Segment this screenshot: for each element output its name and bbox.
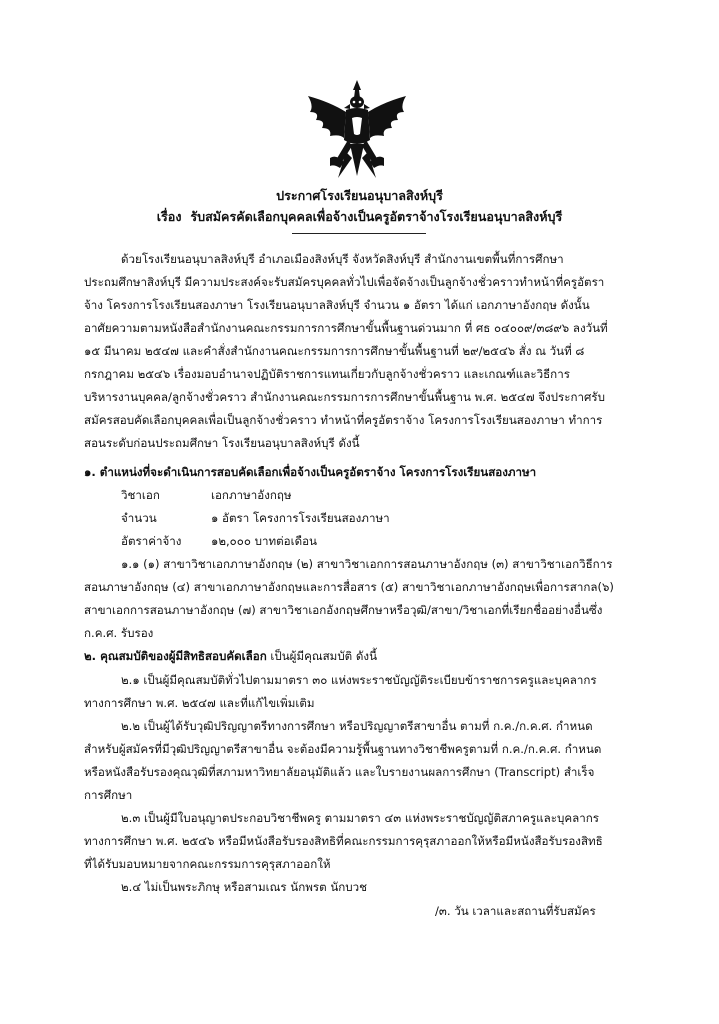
intro-line: ประถมศึกษาสิงห์บุรี มีความประสงค์จะรับสมัครบุคคลทั่วไปเพื่อจัดจ้างเป็นลูกจ้างชั่วคราวทำหน้าที่ครูอัตรา bbox=[84, 275, 605, 289]
garuda-emblem-icon bbox=[302, 78, 412, 186]
qualification-line: สำหรับผู้สมัครที่มีวุฒิปริญญาตรีสาขาอื่น จะต้องมีความรู้พื้นฐานทางวิชาชีพครูตามที่ ก.ค./ก.ค.ศ. กำหนด bbox=[84, 742, 602, 756]
qualification-line: หรือหนังสือรับรองคุณวุฒิที่สภามหาวิทยาลัยอนุมัติแล้ว และใบรายงานผลการศึกษา (Transcript) สำเร็จ bbox=[84, 765, 595, 779]
intro-line: กรกฎาคม ๒๕๔๖ เรื่องมอบอำนาจปฏิบัติราชการแทนเกี่ยวกับลูกจ้างชั่วคราว และเกณฑ์และวิธีการ bbox=[84, 367, 570, 381]
section2-heading-tail: เป็นผู้มีคุณสมบัติ ดังนี้ bbox=[266, 649, 378, 663]
majors-line: สาขาเอกการสอนภาษาอังกฤษ (๗) สาขาวิชาเอกอังกฤษศึกษาหรือวุฒิ/สาขา/วิชาเอกที่เรียกชื่ออย่างอื่นซึ่ง bbox=[84, 603, 603, 617]
qualification-line: การศึกษา bbox=[84, 788, 133, 802]
intro-line: ด้วยโรงเรียนอนุบาลสิงห์บุรี อำเภอเมืองสิงห์บุรี จังหวัดสิงห์บุรี สำนักงานเขตพื้นที่การศึกษา bbox=[121, 252, 564, 266]
position-label: จำนวน bbox=[121, 511, 157, 525]
intro-line: สอนระดับก่อนประถมศึกษา โรงเรียนอนุบาลสิงห์บุรี ดังนี้ bbox=[84, 436, 360, 450]
intro-line: บริหารงานบุคคล/ลูกจ้างชั่วคราว สำนักงานคณะกรรมการการศึกษาขั้นพื้นฐาน พ.ศ. ๒๕๔๗ จึงประกาศรับ bbox=[84, 390, 605, 404]
qualification-line: ๒.๔ ไม่เป็นพระภิกษุ หรือสามเณร นักพรต นักบวช bbox=[121, 880, 367, 894]
position-value: ๑ อัตรา โครงการโรงเรียนสองภาษา bbox=[211, 511, 390, 525]
position-label: อัตราค่าจ้าง bbox=[121, 534, 182, 548]
subject-label: เรื่อง bbox=[156, 209, 182, 224]
intro-line: อาศัยความตามหนังสือสำนักงานคณะกรรมการการศึกษาขั้นพื้นฐานด่วนมาก ที่ ศธ ๐๔๐๐๙/๓๘๙๖ ลงวันที่ bbox=[84, 321, 608, 335]
position-value: ๑๒,๐๐๐ บาทต่อเดือน bbox=[211, 534, 317, 548]
section1-heading: ๑. ตำแหน่งที่จะดำเนินการสอบคัดเลือกเพื่อจ้างเป็นครูอัตราจ้าง โครงการโรงเรียนสองภาษา bbox=[84, 465, 537, 479]
section2-heading bbox=[84, 649, 377, 663]
qualification-line: ทางการศึกษา พ.ศ. ๒๕๔๗ และที่แก้ไขเพิ่มเติม bbox=[84, 696, 315, 710]
position-value: เอกภาษาอังกฤษ bbox=[211, 488, 292, 502]
majors-line: สอนภาษาอังกฤษ (๔) สาขาเอกภาษาอังกฤษและการสื่อสาร (๕) สาขาวิชาเอกภาษาอังกฤษเพื่อการสากล(๖) bbox=[84, 580, 614, 594]
qualification-line: ๒.๑ เป็นผู้มีคุณสมบัติทั่วไปตามมาตรา ๓๐ แห่งพระราชบัญญัติระเบียบข้าราชการครูและบุคลากร bbox=[121, 673, 597, 687]
document-title: ประกาศโรงเรียนอนุบาลสิงห์บุรี bbox=[276, 188, 443, 203]
qualification-line: ๒.๓ เป็นผู้มีใบอนุญาตประกอบวิชาชีพครู ตามมาตรา ๔๓ แห่งพระราชบัญญัติสภาครูและบุคลากร bbox=[121, 811, 599, 825]
qualification-line: ๒.๒ เป็นผู้ได้รับวุฒิปริญญาตรีทางการศึกษา หรือปริญญาตรีสาขาอื่น ตามที่ ก.ค./ก.ค.ศ. กำหนด bbox=[121, 719, 593, 733]
intro-line: สมัครสอบคัดเลือกบุคคลเพื่อเป็นลูกจ้างชั่วคราว ทำหน้าที่ครูอัตราจ้าง โครงการโรงเรียนสองภาษา ทำการ bbox=[84, 413, 603, 427]
continuation-note: /๓. วัน เวลาและสถานที่รับสมัคร bbox=[435, 904, 596, 918]
qualification-line: ทางการศึกษา พ.ศ. ๒๕๔๖ หรือมีหนังสือรับรองสิทธิที่คณะกรรมการคุรุสภาออกให้หรือมีหนังสือรับรองสิทธิ bbox=[84, 834, 603, 848]
intro-line: ๑๕ มีนาคม ๒๕๔๗ และคำสั่งสำนักงานคณะกรรมการการศึกษาขั้นพื้นฐานที่ ๒๙/๒๕๔๖ สั่ง ณ วันที่ ๘ bbox=[84, 344, 585, 358]
position-label: วิชาเอก bbox=[121, 488, 160, 502]
majors-line: ก.ค.ศ. รับรอง bbox=[84, 626, 154, 640]
majors-line: ๑.๑ (๑) สาขาวิชาเอกภาษาอังกฤษ (๒) สาขาวิชาเอกการสอนภาษาอังกฤษ (๓) สาขาวิชาเอกวิธีการ bbox=[121, 557, 613, 571]
section2-heading-bold: ๒. คุณสมบัติของผู้มีสิทธิสอบคัดเลือก bbox=[84, 649, 267, 663]
subject-text: รับสมัครคัดเลือกบุคคลเพื่อจ้างเป็นครูอัตราจ้างโรงเรียนอนุบาลสิงห์บุรี bbox=[190, 209, 563, 224]
qualification-line: ที่ได้รับมอบหมายจากคณะกรรมการคุรุสภาออกให้ bbox=[84, 857, 331, 871]
intro-line: จ้าง โครงการโรงเรียนสองภาษา โรงเรียนอนุบาลสิงห์บุรี จำนวน ๑ อัตรา ได้แก่ เอกภาษาอังกฤษ ดังนั้น bbox=[84, 298, 590, 312]
title-divider bbox=[292, 233, 426, 234]
document-subject bbox=[0, 207, 719, 227]
